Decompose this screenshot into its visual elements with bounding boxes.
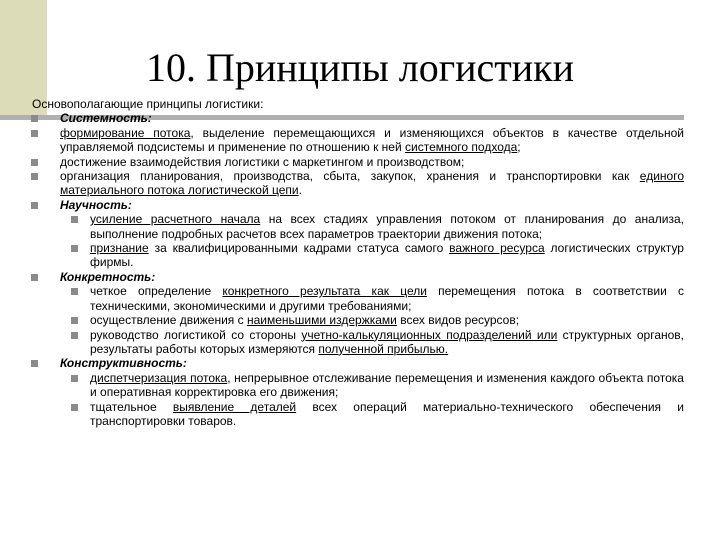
slide-body: [32, 97, 684, 428]
principle-systemnost: [32, 111, 684, 125]
sub-list-item: четкое определение конкретного результата как цели перемещения потока в соответствии с техническими, экономическими и другими требованиями;: [32, 284, 684, 313]
square-bullet-icon: [31, 159, 38, 166]
underlined-term: системного подхода: [405, 140, 518, 155]
list-item: достижение взаимодействия логистики с маркетингом и производством;: [32, 155, 684, 169]
principle-heading: Конкретность:: [60, 269, 156, 284]
underlined-term: выявление деталей: [172, 399, 297, 414]
sub-list-item: тщательное выявление деталей всех операций материально-технического обеспечения и транспортировки товаров.: [32, 400, 684, 429]
sub-list-item: диспетчеризация потока, непрерывное отслеживание перемещения и изменения каждого объекта потока и оперативная корректировка его движения;: [32, 371, 684, 400]
principle-konkretnost: [32, 270, 684, 284]
principle-heading: Системность:: [60, 111, 152, 126]
underlined-term: единого материального потока логистической цепи: [60, 169, 684, 198]
square-bullet-icon: [71, 375, 78, 382]
principle-konstruktivnost: [32, 356, 684, 370]
underlined-term: диспетчеризация потока: [90, 370, 228, 385]
square-bullet-icon: [71, 317, 78, 324]
principle-heading: Конструктивность:: [60, 356, 187, 371]
underlined-term: наименьшими издержками: [246, 313, 397, 328]
square-bullet-icon: [71, 216, 78, 223]
sub-list-item: усиление расчетного начала на всех стадиях управления потоком от планирования до анализа, выполнение подробных расчетов всех параметров траектории движения потока;: [32, 212, 684, 241]
square-bullet-icon: [71, 288, 78, 295]
slide-title: 10. Принципы логистики: [145, 45, 575, 90]
underlined-term: полученной прибылью.: [318, 341, 449, 356]
square-bullet-icon: [71, 245, 78, 252]
list-item: формирование потока, выделение перемещающихся и изменяющихся объектов в качестве отдельной управляемой подсистемы и применение по отношению к ней системного подхода;: [32, 126, 684, 155]
underlined-term: учетно-калькуляционных подразделений или: [301, 327, 558, 342]
square-bullet-icon: [31, 274, 38, 281]
underlined-term: формирование потока: [60, 125, 191, 140]
underlined-term: усиление расчетного начала: [90, 212, 261, 227]
underlined-term: важного ресурса: [449, 241, 545, 256]
underlined-term: конкретного результата как цели: [222, 284, 427, 299]
square-bullet-icon: [31, 115, 38, 122]
principle-nauchnost: [32, 198, 684, 212]
intro-text: Основополагающие принципы логистики:: [32, 97, 264, 111]
sub-list-item: признание за квалифицированными кадрами статуса самого важного ресурса логистических структур фирмы.: [32, 241, 684, 270]
square-bullet-icon: [31, 130, 38, 137]
square-bullet-icon: [31, 360, 38, 367]
square-bullet-icon: [31, 202, 38, 209]
square-bullet-icon: [31, 173, 38, 180]
square-bullet-icon: [71, 332, 78, 339]
underlined-term: признание: [90, 241, 149, 256]
principle-heading: Научность:: [60, 197, 132, 212]
square-bullet-icon: [71, 404, 78, 411]
list-item: организация планирования, производства, сбыта, закупок, хранения и транспортировки как единого материального потока логистической цепи.: [32, 169, 684, 198]
sub-list-item: руководство логистикой со стороны учетно-калькуляционных подразделений или структурных органов, результаты работы которых измеряются полученной прибылью.: [32, 328, 684, 357]
sub-list-item: осуществление движения с наименьшими издержками всех видов ресурсов;: [32, 313, 684, 327]
